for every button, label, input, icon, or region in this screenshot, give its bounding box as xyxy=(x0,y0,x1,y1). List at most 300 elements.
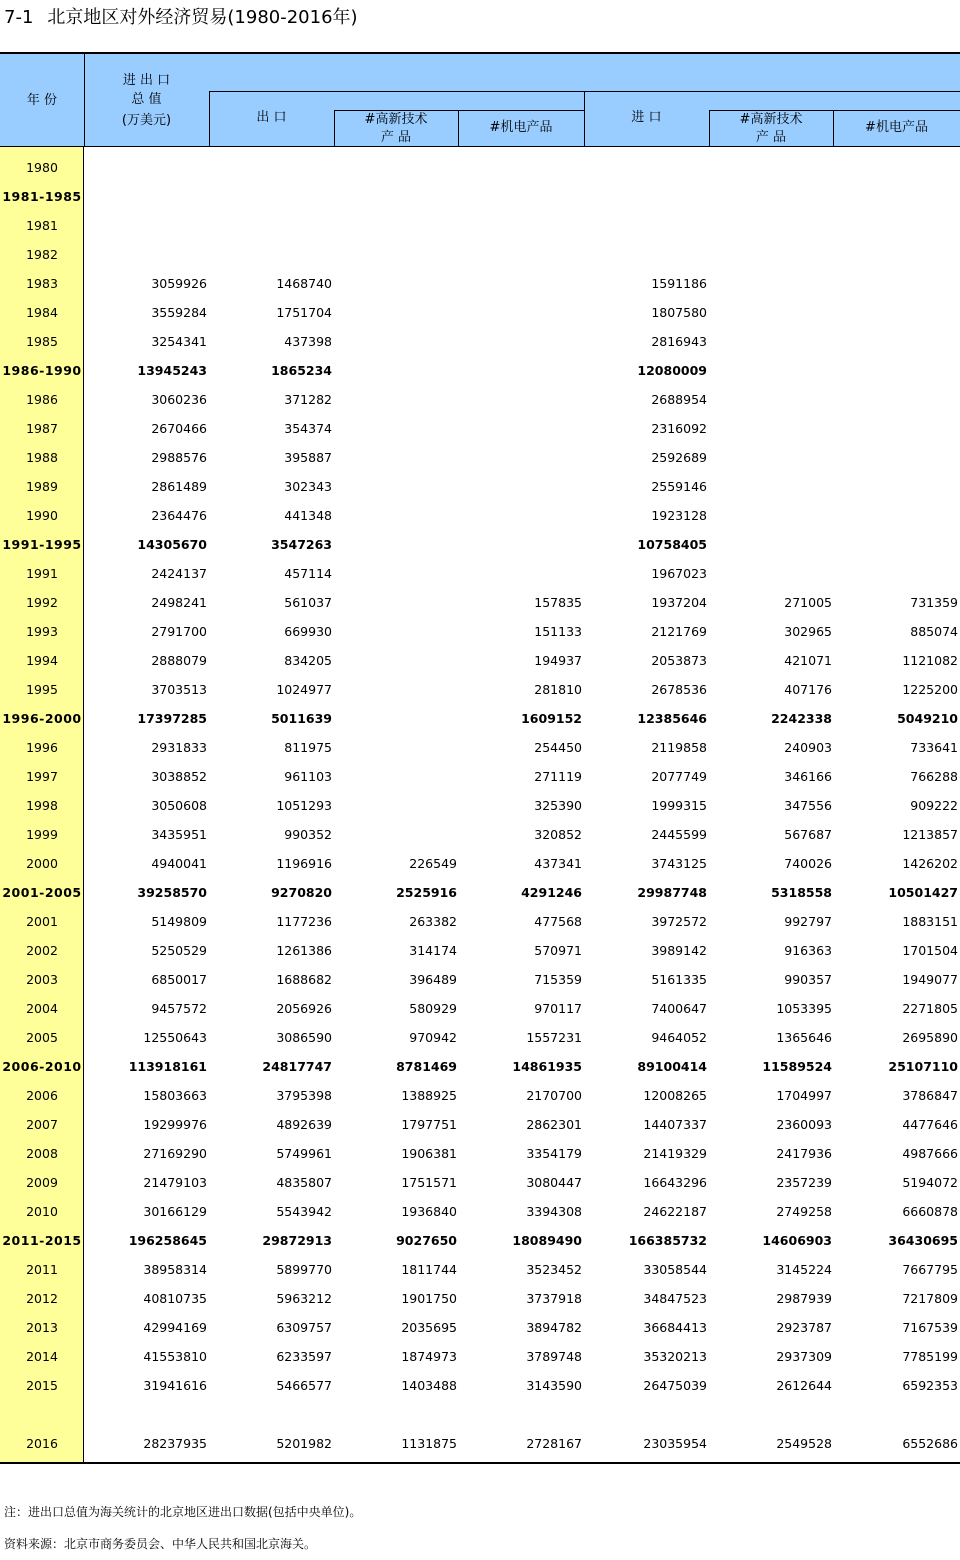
table-row xyxy=(0,791,960,820)
cell-year: 1983 xyxy=(26,276,58,291)
cell-export-mech: 2170700 xyxy=(526,1088,582,1103)
table-row xyxy=(0,1400,960,1429)
cell-export-mech: 715359 xyxy=(534,972,582,987)
header-total-line1: 进 出 口 xyxy=(122,73,171,88)
cell-export: 5899770 xyxy=(276,1262,332,1277)
table-row xyxy=(0,733,960,762)
cell-year: 2001-2005 xyxy=(2,885,82,900)
cell-import: 2077749 xyxy=(651,769,707,784)
cell-year: 1981 xyxy=(26,218,58,233)
cell-import-mech: 1426202 xyxy=(902,856,958,871)
cell-year: 2012 xyxy=(26,1291,58,1306)
cell-import-mech: 733641 xyxy=(910,740,958,755)
cell-import-mech: 25107110 xyxy=(888,1059,958,1074)
cell-export-mech: 1609152 xyxy=(521,711,582,726)
cell-total: 2364476 xyxy=(151,508,207,523)
cell-import: 1937204 xyxy=(651,595,707,610)
table-row xyxy=(0,1052,960,1081)
cell-total: 19299976 xyxy=(143,1117,207,1132)
cell-import-hightech: 5318558 xyxy=(771,885,832,900)
cell-export: 5543942 xyxy=(276,1204,332,1219)
table-row xyxy=(0,1197,960,1226)
cell-year: 2008 xyxy=(26,1146,58,1161)
cell-import: 21419329 xyxy=(643,1146,707,1161)
header-export-mech: #机电产品 xyxy=(489,120,553,135)
cell-import: 35320213 xyxy=(643,1349,707,1364)
cell-export: 4892639 xyxy=(276,1117,332,1132)
cell-year: 1984 xyxy=(26,305,58,320)
cell-import: 9464052 xyxy=(651,1030,707,1045)
cell-export: 302343 xyxy=(284,479,332,494)
cell-total: 3050608 xyxy=(151,798,207,813)
cell-export-mech: 3894782 xyxy=(526,1320,582,1335)
table-row xyxy=(0,443,960,472)
cell-export-mech: 254450 xyxy=(534,740,582,755)
cell-total: 3038852 xyxy=(151,769,207,784)
table-row xyxy=(0,675,960,704)
cell-import-mech: 909222 xyxy=(910,798,958,813)
cell-import-mech: 4987666 xyxy=(902,1146,958,1161)
cell-import: 14407337 xyxy=(643,1117,707,1132)
cell-year: 1981-1985 xyxy=(2,189,82,204)
cell-import-hightech: 2360093 xyxy=(776,1117,832,1132)
cell-export-hightech: 226549 xyxy=(409,856,457,871)
cell-export-mech: 2728167 xyxy=(526,1436,582,1451)
cell-year: 2004 xyxy=(26,1001,58,1016)
cell-import: 10758405 xyxy=(637,537,707,552)
table-row xyxy=(0,1371,960,1400)
cell-export-hightech: 314174 xyxy=(409,943,457,958)
cell-total: 15803663 xyxy=(143,1088,207,1103)
cell-year: 2006-2010 xyxy=(2,1059,82,1074)
table-row xyxy=(0,501,960,530)
cell-export-hightech: 396489 xyxy=(409,972,457,987)
cell-import-mech: 1701504 xyxy=(902,943,958,958)
table-row xyxy=(0,182,960,211)
cell-year: 2005 xyxy=(26,1030,58,1045)
cell-year: 2006 xyxy=(26,1088,58,1103)
table-row xyxy=(0,1313,960,1342)
cell-year: 1989 xyxy=(26,479,58,494)
cell-year: 1994 xyxy=(26,653,58,668)
cell-total: 2888079 xyxy=(151,653,207,668)
table-number: 7-1 xyxy=(4,7,34,28)
table-row xyxy=(0,820,960,849)
cell-import-mech: 7167539 xyxy=(902,1320,958,1335)
table-row xyxy=(0,414,960,443)
cell-year: 1982 xyxy=(26,247,58,262)
header-export-hightech-line2: 产 品 xyxy=(380,130,412,145)
table-row xyxy=(0,269,960,298)
cell-total: 14305670 xyxy=(137,537,207,552)
cell-export: 811975 xyxy=(284,740,332,755)
cell-year: 2003 xyxy=(26,972,58,987)
cell-import-hightech: 916363 xyxy=(784,943,832,958)
cell-export: 1177236 xyxy=(276,914,332,929)
cell-export-hightech: 1936840 xyxy=(401,1204,457,1219)
cell-export-mech: 3354179 xyxy=(526,1146,582,1161)
table-row xyxy=(0,965,960,994)
cell-export: 1688682 xyxy=(276,972,332,987)
header-import-hightech-line1: #高新技术 xyxy=(739,112,803,127)
cell-export: 371282 xyxy=(284,392,332,407)
cell-year: 1996-2000 xyxy=(2,711,82,726)
cell-export-hightech: 1906381 xyxy=(401,1146,457,1161)
cell-export: 5011639 xyxy=(271,711,332,726)
cell-year: 2014 xyxy=(26,1349,58,1364)
cell-import: 2678536 xyxy=(651,682,707,697)
cell-import-hightech: 347556 xyxy=(784,798,832,813)
cell-export: 561037 xyxy=(284,595,332,610)
cell-export-hightech: 580929 xyxy=(409,1001,457,1016)
cell-import: 2316092 xyxy=(651,421,707,436)
cell-import: 24622187 xyxy=(643,1204,707,1219)
cell-export-mech: 3523452 xyxy=(526,1262,582,1277)
cell-export: 1024977 xyxy=(276,682,332,697)
table-row xyxy=(0,1081,960,1110)
cell-export-mech: 1557231 xyxy=(526,1030,582,1045)
table-bottom-border xyxy=(0,1462,960,1464)
table-header xyxy=(0,52,960,147)
table-row xyxy=(0,907,960,936)
cell-import: 26475039 xyxy=(643,1378,707,1393)
cell-total: 2931833 xyxy=(151,740,207,755)
cell-export-hightech: 1388925 xyxy=(401,1088,457,1103)
cell-year: 2000 xyxy=(26,856,58,871)
cell-export-hightech: 9027650 xyxy=(396,1233,457,1248)
cell-total: 2498241 xyxy=(151,595,207,610)
cell-import-hightech: 3145224 xyxy=(776,1262,832,1277)
table-row xyxy=(0,1139,960,1168)
cell-export: 1196916 xyxy=(276,856,332,871)
cell-import-hightech: 2612644 xyxy=(776,1378,832,1393)
cell-import-mech: 1883151 xyxy=(902,914,958,929)
cell-year: 1991-1995 xyxy=(2,537,82,552)
cell-import-hightech: 2749258 xyxy=(776,1204,832,1219)
cell-export: 1865234 xyxy=(271,363,332,378)
table-row xyxy=(0,704,960,733)
cell-export: 5201982 xyxy=(276,1436,332,1451)
cell-year: 2009 xyxy=(26,1175,58,1190)
cell-year: 2011 xyxy=(26,1262,58,1277)
cell-import-mech: 7217809 xyxy=(902,1291,958,1306)
cell-export: 395887 xyxy=(284,450,332,465)
cell-export-mech: 194937 xyxy=(534,653,582,668)
cell-import: 89100414 xyxy=(637,1059,707,1074)
cell-import: 7400647 xyxy=(651,1001,707,1016)
cell-import: 34847523 xyxy=(643,1291,707,1306)
cell-export: 9270820 xyxy=(271,885,332,900)
table-row xyxy=(0,1023,960,1052)
cell-import-mech: 7667795 xyxy=(902,1262,958,1277)
header-import-hightech-line2: 产 品 xyxy=(755,130,787,145)
cell-total: 28237935 xyxy=(143,1436,207,1451)
cell-export: 437398 xyxy=(284,334,332,349)
cell-year: 1987 xyxy=(26,421,58,436)
table-row xyxy=(0,849,960,878)
cell-import-mech: 7785199 xyxy=(902,1349,958,1364)
cell-import-hightech: 2987939 xyxy=(776,1291,832,1306)
cell-import: 3972572 xyxy=(651,914,707,929)
table-row xyxy=(0,356,960,385)
cell-import: 2559146 xyxy=(651,479,707,494)
cell-import-hightech: 240903 xyxy=(784,740,832,755)
cell-import: 1923128 xyxy=(651,508,707,523)
table-row xyxy=(0,994,960,1023)
cell-export: 5963212 xyxy=(276,1291,332,1306)
table-row xyxy=(0,153,960,182)
cell-total: 27169290 xyxy=(143,1146,207,1161)
cell-import-hightech: 2417936 xyxy=(776,1146,832,1161)
cell-import-hightech: 14606903 xyxy=(762,1233,832,1248)
cell-year: 1996 xyxy=(26,740,58,755)
cell-import-hightech: 2549528 xyxy=(776,1436,832,1451)
cell-export: 3086590 xyxy=(276,1030,332,1045)
cell-export-mech: 2862301 xyxy=(526,1117,582,1132)
cell-import-mech: 3786847 xyxy=(902,1088,958,1103)
cell-export: 3795398 xyxy=(276,1088,332,1103)
cell-import-mech: 2695890 xyxy=(902,1030,958,1045)
cell-export-hightech: 1403488 xyxy=(401,1378,457,1393)
cell-export-mech: 970117 xyxy=(534,1001,582,1016)
cell-import-mech: 1121082 xyxy=(902,653,958,668)
table-row xyxy=(0,1255,960,1284)
cell-import: 5161335 xyxy=(651,972,707,987)
cell-total: 40810735 xyxy=(143,1291,207,1306)
cell-total: 2424137 xyxy=(151,566,207,581)
cell-year: 1998 xyxy=(26,798,58,813)
cell-year: 1985 xyxy=(26,334,58,349)
cell-export-hightech: 263382 xyxy=(409,914,457,929)
cell-import: 2816943 xyxy=(651,334,707,349)
cell-export: 354374 xyxy=(284,421,332,436)
header-year: 年 份 xyxy=(26,93,58,108)
cell-export-mech: 437341 xyxy=(534,856,582,871)
header-import-mech: #机电产品 xyxy=(865,120,928,135)
cell-total: 39258570 xyxy=(137,885,207,900)
cell-import: 12008265 xyxy=(643,1088,707,1103)
table-row xyxy=(0,1429,960,1458)
cell-total: 3060236 xyxy=(151,392,207,407)
cell-import-mech: 5194072 xyxy=(902,1175,958,1190)
table-row xyxy=(0,936,960,965)
cell-export: 4835807 xyxy=(276,1175,332,1190)
cell-export: 457114 xyxy=(284,566,332,581)
table-row xyxy=(0,617,960,646)
cell-total: 6850017 xyxy=(151,972,207,987)
cell-total: 2861489 xyxy=(151,479,207,494)
cell-import-mech: 1225200 xyxy=(902,682,958,697)
cell-import-mech: 6552686 xyxy=(902,1436,958,1451)
cell-year: 1990 xyxy=(26,508,58,523)
cell-export-hightech: 1874973 xyxy=(401,1349,457,1364)
cell-import-hightech: 2923787 xyxy=(776,1320,832,1335)
table-row xyxy=(0,762,960,791)
table-row xyxy=(0,530,960,559)
cell-import-mech: 885074 xyxy=(910,624,958,639)
cell-import-hightech: 990357 xyxy=(784,972,832,987)
cell-total: 17397285 xyxy=(137,711,207,726)
cell-import: 1999315 xyxy=(651,798,707,813)
cell-import-hightech: 1053395 xyxy=(776,1001,832,1016)
table-row xyxy=(0,1342,960,1371)
cell-export-hightech: 1797751 xyxy=(401,1117,457,1132)
cell-import-hightech: 2357239 xyxy=(776,1175,832,1190)
cell-export: 29872913 xyxy=(262,1233,332,1248)
cell-export: 5749961 xyxy=(276,1146,332,1161)
table-row xyxy=(0,1284,960,1313)
cell-export-mech: 3143590 xyxy=(526,1378,582,1393)
cell-year: 2002 xyxy=(26,943,58,958)
cell-import-hightech: 346166 xyxy=(784,769,832,784)
table-row xyxy=(0,211,960,240)
cell-export-mech: 151133 xyxy=(534,624,582,639)
cell-export: 990352 xyxy=(284,827,332,842)
table-title-text: 北京地区对外经济贸易(1980-2016年) xyxy=(47,7,358,28)
cell-export-mech: 570971 xyxy=(534,943,582,958)
cell-year: 2007 xyxy=(26,1117,58,1132)
cell-export-mech: 14861935 xyxy=(512,1059,582,1074)
cell-import-mech: 731359 xyxy=(910,595,958,610)
table-row xyxy=(0,878,960,907)
cell-import-mech: 5049210 xyxy=(897,711,958,726)
cell-export-mech: 3789748 xyxy=(526,1349,582,1364)
cell-export-mech: 3394308 xyxy=(526,1204,582,1219)
cell-import-mech: 6592353 xyxy=(902,1378,958,1393)
cell-export-mech: 157835 xyxy=(534,595,582,610)
cell-import-hightech: 302965 xyxy=(784,624,832,639)
cell-year: 1991 xyxy=(26,566,58,581)
cell-total: 2670466 xyxy=(151,421,207,436)
cell-import-hightech: 740026 xyxy=(784,856,832,871)
table-row xyxy=(0,385,960,414)
cell-export-hightech: 1901750 xyxy=(401,1291,457,1306)
cell-year: 2001 xyxy=(26,914,58,929)
cell-import: 23035954 xyxy=(643,1436,707,1451)
cell-year: 1995 xyxy=(26,682,58,697)
cell-import-hightech: 1365646 xyxy=(776,1030,832,1045)
table-row xyxy=(0,327,960,356)
cell-export-hightech: 1751571 xyxy=(401,1175,457,1190)
cell-export-mech: 320852 xyxy=(534,827,582,842)
cell-total: 3435951 xyxy=(151,827,207,842)
table-row xyxy=(0,298,960,327)
cell-total: 113918161 xyxy=(128,1059,207,1074)
cell-import: 36684413 xyxy=(643,1320,707,1335)
header-export: 出 口 xyxy=(256,110,287,125)
cell-export: 6233597 xyxy=(276,1349,332,1364)
cell-total: 5149809 xyxy=(151,914,207,929)
table-row xyxy=(0,1226,960,1255)
cell-import-mech: 10501427 xyxy=(888,885,958,900)
table-row xyxy=(0,1110,960,1139)
cell-import-hightech: 2242338 xyxy=(771,711,832,726)
cell-total: 2791700 xyxy=(151,624,207,639)
cell-export: 961103 xyxy=(284,769,332,784)
cell-import-mech: 1213857 xyxy=(902,827,958,842)
cell-import: 166385732 xyxy=(628,1233,707,1248)
cell-import: 1591186 xyxy=(651,276,707,291)
cell-total: 3559284 xyxy=(151,305,207,320)
cell-export-mech: 4291246 xyxy=(521,885,582,900)
cell-import: 12080009 xyxy=(637,363,707,378)
cell-import: 3989142 xyxy=(651,943,707,958)
cell-export-hightech: 8781469 xyxy=(396,1059,457,1074)
cell-export-mech: 281810 xyxy=(534,682,582,697)
cell-total: 31941616 xyxy=(143,1378,207,1393)
cell-export-hightech: 2525916 xyxy=(396,885,457,900)
cell-total: 3703513 xyxy=(151,682,207,697)
cell-export-mech: 477568 xyxy=(534,914,582,929)
cell-export: 3547263 xyxy=(271,537,332,552)
cell-export: 834205 xyxy=(284,653,332,668)
cell-import: 16643296 xyxy=(643,1175,707,1190)
cell-import-hightech: 567687 xyxy=(784,827,832,842)
table-row xyxy=(0,588,960,617)
cell-export: 1468740 xyxy=(276,276,332,291)
cell-import: 2688954 xyxy=(651,392,707,407)
cell-export: 5466577 xyxy=(276,1378,332,1393)
cell-year: 1992 xyxy=(26,595,58,610)
cell-total: 2988576 xyxy=(151,450,207,465)
cell-export-mech: 3080447 xyxy=(526,1175,582,1190)
cell-import: 29987748 xyxy=(637,885,707,900)
cell-import: 2121769 xyxy=(651,624,707,639)
header-total-unit: (万美元) xyxy=(121,113,172,128)
cell-year: 2010 xyxy=(26,1204,58,1219)
cell-year: 1997 xyxy=(26,769,58,784)
cell-total: 9457572 xyxy=(151,1001,207,1016)
cell-export-hightech: 1131875 xyxy=(401,1436,457,1451)
cell-export-mech: 325390 xyxy=(534,798,582,813)
cell-import: 2592689 xyxy=(651,450,707,465)
cell-export-hightech: 970942 xyxy=(409,1030,457,1045)
cell-import: 12385646 xyxy=(637,711,707,726)
table-source: 资料来源：北京市商务委员会、中华人民共和国北京海关。 xyxy=(4,1537,317,1551)
cell-import-mech: 4477646 xyxy=(902,1117,958,1132)
cell-import-hightech: 407176 xyxy=(784,682,832,697)
cell-export: 1261386 xyxy=(276,943,332,958)
table-row xyxy=(0,646,960,675)
cell-export: 1051293 xyxy=(276,798,332,813)
cell-export: 2056926 xyxy=(276,1001,332,1016)
cell-export-mech: 3737918 xyxy=(526,1291,582,1306)
cell-import-hightech: 2937309 xyxy=(776,1349,832,1364)
cell-total: 41553810 xyxy=(143,1349,207,1364)
header-export-hightech-line1: #高新技术 xyxy=(364,112,428,127)
cell-total: 196258645 xyxy=(128,1233,207,1248)
cell-total: 3059926 xyxy=(151,276,207,291)
cell-total: 5250529 xyxy=(151,943,207,958)
cell-import-hightech: 992797 xyxy=(784,914,832,929)
cell-import: 2053873 xyxy=(651,653,707,668)
cell-year: 2013 xyxy=(26,1320,58,1335)
cell-year: 2016 xyxy=(26,1436,58,1451)
cell-total: 21479103 xyxy=(143,1175,207,1190)
cell-year: 1980 xyxy=(26,160,58,175)
cell-total: 42994169 xyxy=(143,1320,207,1335)
table-row xyxy=(0,240,960,269)
cell-year: 2011-2015 xyxy=(2,1233,82,1248)
cell-import-mech: 766288 xyxy=(910,769,958,784)
header-total-line2: 总 值 xyxy=(131,92,162,107)
cell-year: 1986 xyxy=(26,392,58,407)
cell-import: 3743125 xyxy=(651,856,707,871)
cell-total: 4940041 xyxy=(151,856,207,871)
cell-import-mech: 36430695 xyxy=(888,1233,958,1248)
cell-import: 1807580 xyxy=(651,305,707,320)
cell-export: 6309757 xyxy=(276,1320,332,1335)
